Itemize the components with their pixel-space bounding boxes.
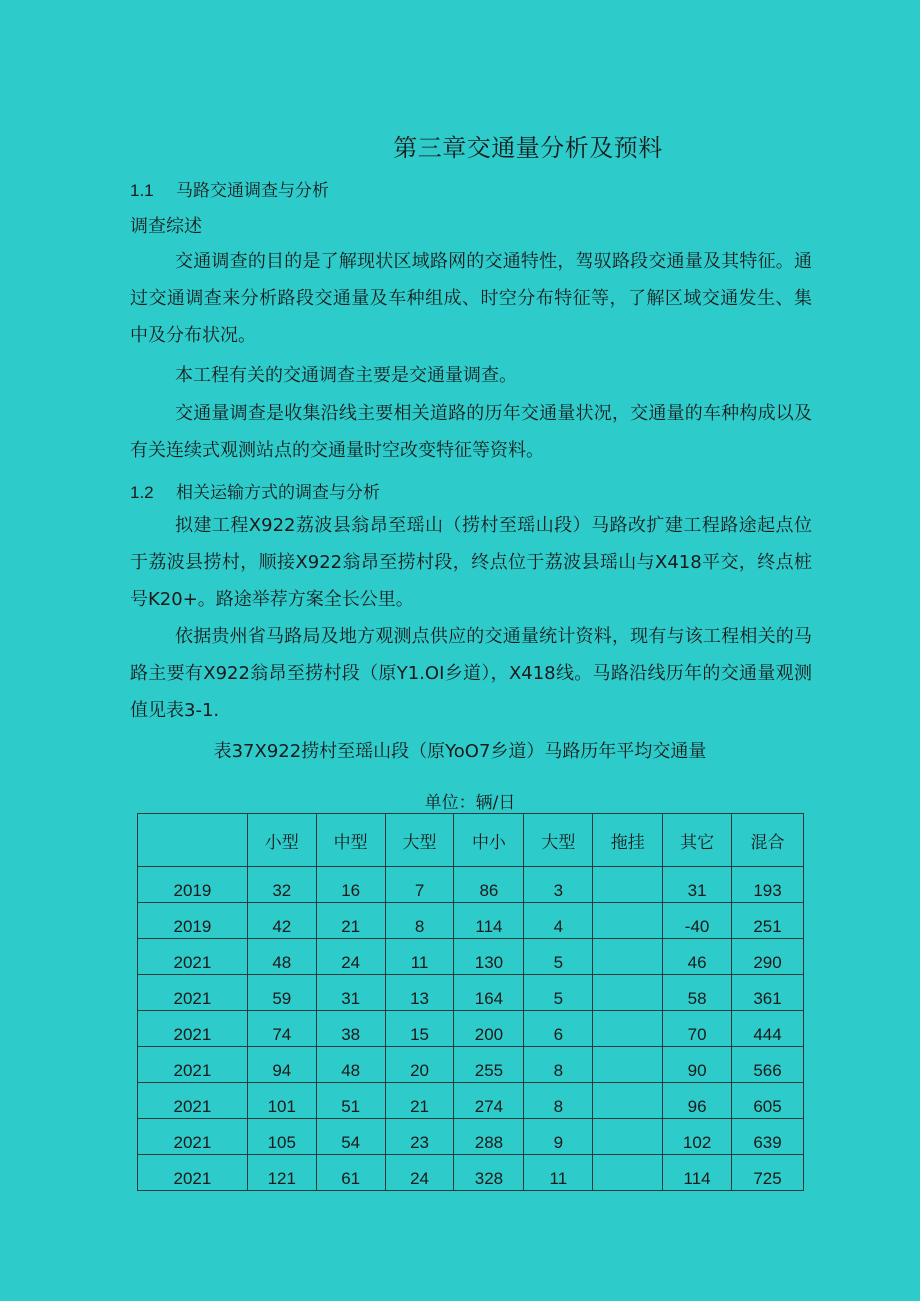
table-cell: 46: [663, 939, 732, 975]
year-cell: 2021: [138, 1011, 248, 1047]
section-heading-1-2: [130, 478, 380, 503]
table-cell: 24: [316, 939, 385, 975]
table-cell: 21: [385, 1083, 454, 1119]
year-cell: 2021: [138, 1155, 248, 1191]
table-row: [138, 1047, 804, 1083]
table-cell: 48: [316, 1047, 385, 1083]
header-cell: 中型: [316, 814, 385, 867]
table-cell: 54: [316, 1119, 385, 1155]
table-cell: [593, 903, 663, 939]
table-cell: 193: [732, 867, 804, 903]
table-cell: 3: [524, 867, 593, 903]
table-cell: 94: [247, 1047, 316, 1083]
table-cell: 251: [732, 903, 804, 939]
table-cell: 38: [316, 1011, 385, 1047]
paragraph-survey-purpose: 交通调查的目的是了解现状区域路网的交通特性，驾驭路段交通量及其特征。通过交通调查来分析路段交通量及车种组成、时空分布特征等，了解区域交通发生、集中及分布状况。: [130, 251, 812, 346]
table-cell: 361: [732, 975, 804, 1011]
paragraph-project-route: 拟建工程X922荔波县翁昂至瑶山（捞村至瑶山段）马路改扩建工程路途起点位于荔波县捞村，顺接X922翁昂至捞村段，终点位于荔波县瑶山与X418平交，终点桩号K20+。路途举荐方案全长公里。: [130, 515, 812, 610]
table-cell: 21: [316, 903, 385, 939]
table-cell: 4: [524, 903, 593, 939]
table-cell: [593, 1047, 663, 1083]
table-cell: 61: [316, 1155, 385, 1191]
table-cell: 605: [732, 1083, 804, 1119]
header-cell: 大型: [385, 814, 454, 867]
table-cell: 255: [454, 1047, 524, 1083]
section-title: 相关运输方式的调查与分析: [176, 483, 380, 503]
table-cell: 566: [732, 1047, 804, 1083]
table-cell: 32: [247, 867, 316, 903]
table-cell: 86: [454, 867, 524, 903]
table-row: [138, 1083, 804, 1119]
table-cell: 48: [247, 939, 316, 975]
table-cell: 101: [247, 1083, 316, 1119]
table-cell: 9: [524, 1119, 593, 1155]
table-cell: 31: [663, 867, 732, 903]
header-cell: 其它: [663, 814, 732, 867]
table-cell: 42: [247, 903, 316, 939]
table-cell: 725: [732, 1155, 804, 1191]
table-cell: 31: [316, 975, 385, 1011]
table-cell: [593, 1011, 663, 1047]
year-cell: 2021: [138, 1047, 248, 1083]
table-row: [138, 1155, 804, 1191]
table-cell: 59: [247, 975, 316, 1011]
table-row: [138, 975, 804, 1011]
table-cell: 96: [663, 1083, 732, 1119]
table-cell: 121: [247, 1155, 316, 1191]
header-cell: 中小: [454, 814, 524, 867]
header-cell: 混合: [732, 814, 804, 867]
table-row: [138, 1011, 804, 1047]
table-cell: 8: [524, 1047, 593, 1083]
table-cell: 200: [454, 1011, 524, 1047]
table-cell: 58: [663, 975, 732, 1011]
chapter-title: 第三章交通量分析及预料: [393, 134, 663, 162]
table-cell: 444: [732, 1011, 804, 1047]
year-cell: 2021: [138, 1119, 248, 1155]
table-cell: 288: [454, 1119, 524, 1155]
table-cell: [593, 939, 663, 975]
table-cell: -40: [663, 903, 732, 939]
table-cell: 90: [663, 1047, 732, 1083]
paragraph-survey-content: 交通量调查是收集沿线主要相关道路的历年交通量状况，交通量的车种构成以及有关连续式观测站点的交通量时空改变特征等资料。: [130, 403, 812, 461]
table-cell: 7: [385, 867, 454, 903]
table-cell: 102: [663, 1119, 732, 1155]
table-cell: 11: [524, 1155, 593, 1191]
table-cell: [593, 867, 663, 903]
table-cell: 328: [454, 1155, 524, 1191]
subheading: 调查综述: [130, 216, 202, 237]
year-cell: 2021: [138, 1083, 248, 1119]
header-cell: 大型: [524, 814, 593, 867]
table-unit: 单位：辆/日: [424, 793, 516, 813]
table-cell: 70: [663, 1011, 732, 1047]
table-row: [138, 1119, 804, 1155]
year-cell: 2019: [138, 867, 248, 903]
table-cell: 164: [454, 975, 524, 1011]
table-cell: 74: [247, 1011, 316, 1047]
table-cell: [593, 1119, 663, 1155]
table-cell: 114: [663, 1155, 732, 1191]
table-cell: [593, 975, 663, 1011]
paragraph-survey-scope: 本工程有关的交通调查主要是交通量调查。: [175, 365, 517, 386]
table-cell: 114: [454, 903, 524, 939]
header-cell: 拖挂: [593, 814, 663, 867]
section-heading-1-1: [130, 176, 329, 201]
table-header-row: [138, 814, 804, 867]
year-cell: 2021: [138, 975, 248, 1011]
header-cell-year: [138, 814, 248, 867]
paragraph-statistics-source: 依据贵州省马路局及地方观测点供应的交通量统计资料，现有与该工程相关的马路主要有X922翁昂至捞村段（原Y1.OI乡道），X418线。马路沿线历年的交通量观测值见表3-1.: [130, 626, 812, 721]
table-cell: 11: [385, 939, 454, 975]
section-title: 马路交通调查与分析: [176, 181, 329, 201]
table-cell: 274: [454, 1083, 524, 1119]
table-cell: 8: [524, 1083, 593, 1119]
table-cell: 290: [732, 939, 804, 975]
year-cell: 2019: [138, 903, 248, 939]
table-row: [138, 939, 804, 975]
table-row: [138, 903, 804, 939]
table-cell: 23: [385, 1119, 454, 1155]
header-cell: 小型: [247, 814, 316, 867]
table-row: [138, 867, 804, 903]
year-cell: 2021: [138, 939, 248, 975]
table-cell: 5: [524, 975, 593, 1011]
table-cell: 6: [524, 1011, 593, 1047]
table-caption: 表37X922捞村至瑶山段（原YoO7乡道）马路历年平均交通量: [213, 741, 707, 762]
table-cell: 51: [316, 1083, 385, 1119]
table-cell: 15: [385, 1011, 454, 1047]
table-cell: [593, 1083, 663, 1119]
table-cell: 8: [385, 903, 454, 939]
table-cell: 105: [247, 1119, 316, 1155]
table-cell: [593, 1155, 663, 1191]
table-cell: 639: [732, 1119, 804, 1155]
section-number: 1.2: [130, 483, 154, 502]
table-cell: 16: [316, 867, 385, 903]
table-cell: 130: [454, 939, 524, 975]
section-number: 1.1: [130, 181, 154, 200]
traffic-volume-table: [137, 813, 804, 1191]
table-cell: 20: [385, 1047, 454, 1083]
table-cell: 5: [524, 939, 593, 975]
table-cell: 13: [385, 975, 454, 1011]
table-cell: 24: [385, 1155, 454, 1191]
